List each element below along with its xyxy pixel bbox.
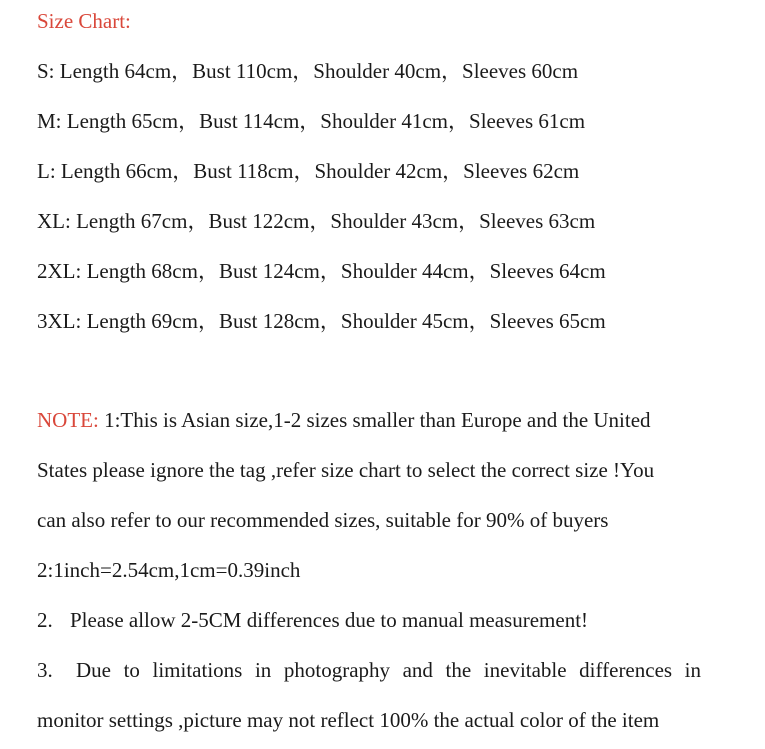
note-text-1: 1:This is Asian size,1-2 sizes smaller than Europe and the United bbox=[98, 408, 651, 432]
note-label: NOTE: bbox=[37, 408, 99, 432]
note-line-2: States please ignore the tag ,refer size chart to select the correct size !You bbox=[37, 458, 655, 482]
size-row-xl: XL: Length 67cm，Bust 122cm，Shoulder 43cm，Sleeves 63cm bbox=[37, 209, 596, 233]
size-row-l: L: Length 66cm，Bust 118cm，Shoulder 42cm，Sleeves 62cm bbox=[37, 159, 580, 183]
note-item-2-number: 2. bbox=[37, 608, 53, 632]
note-line-7: monitor settings ,picture may not reflect 100% the actual color of the item bbox=[37, 708, 660, 732]
size-row-3xl: 3XL: Length 69cm，Bust 128cm，Shoulder 45cm，Sleeves 65cm bbox=[37, 309, 606, 333]
size-row-2xl: 2XL: Length 68cm，Bust 124cm，Shoulder 44cm，Sleeves 64cm bbox=[37, 259, 606, 283]
note-item-3-number: 3. bbox=[37, 658, 53, 682]
note-line-4: 2:1inch=2.54cm,1cm=0.39inch bbox=[37, 558, 301, 582]
note-item-3 bbox=[37, 657, 701, 683]
size-chart-heading: Size Chart: bbox=[37, 9, 131, 33]
note-line-3: can also refer to our recommended sizes, suitable for 90% of buyers bbox=[37, 508, 609, 532]
note-line-1 bbox=[37, 407, 651, 433]
note-item-3-text: Due to limitations in photography and the inevitable differences in bbox=[76, 658, 701, 682]
size-row-s: S: Length 64cm，Bust 110cm，Shoulder 40cm，Sleeves 60cm bbox=[37, 59, 579, 83]
note-item-2-text: Please allow 2-5CM differences due to manual measurement! bbox=[70, 608, 589, 632]
size-row-m: M: Length 65cm，Bust 114cm，Shoulder 41cm，Sleeves 61cm bbox=[37, 109, 586, 133]
note-item-2 bbox=[37, 607, 588, 633]
